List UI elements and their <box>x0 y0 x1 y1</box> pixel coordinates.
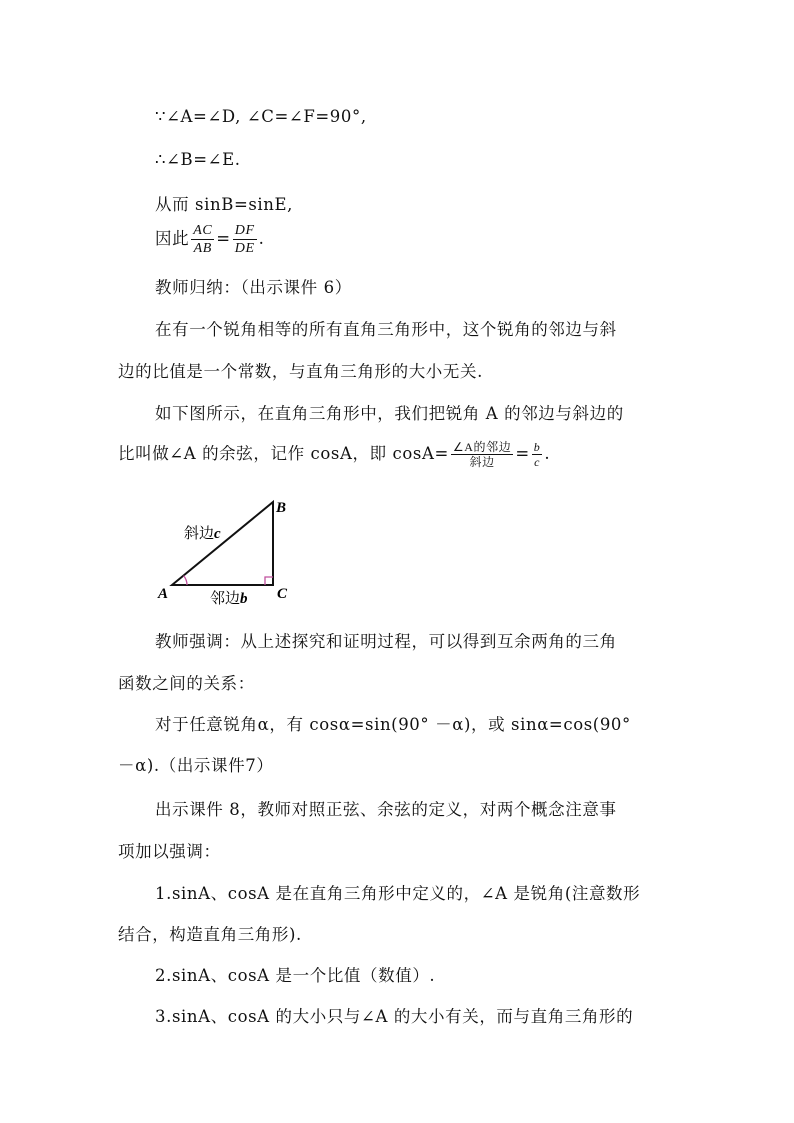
right-triangle-figure <box>150 490 310 614</box>
hypotenuse-var: c <box>214 526 221 542</box>
equation-prefix: 因此 <box>155 229 190 248</box>
text-line: 对于任意锐角α，有 cosα=sin(90° －α)，或 sinα=cos(90° <box>155 715 631 734</box>
fraction-numerator: b <box>533 440 541 454</box>
fraction-denominator: DE <box>234 241 255 256</box>
text-line: 2.sinA、cosA 是一个比值（数值）. <box>155 966 436 985</box>
text-line: 3.sinA、cosA 的大小只与∠A 的大小有关，而与直角三角形的 <box>155 1007 634 1026</box>
fraction <box>451 440 513 469</box>
text-line: 在有一个锐角相等的所有直角三角形中，这个锐角的邻边与斜 <box>155 320 617 339</box>
hypotenuse-label <box>184 525 221 542</box>
text-line: 函数之间的关系： <box>118 674 255 693</box>
text-line: 1.sinA、cosA 是在直角三角形中定义的，∠A 是锐角(注意数形 <box>155 884 641 903</box>
vertex-label-b: B <box>276 500 287 516</box>
text-line: ∴∠B=∠E. <box>155 150 241 169</box>
fraction <box>233 222 257 257</box>
text-line: 出示课件 8，教师对照正弦、余弦的定义，对两个概念注意事 <box>155 800 617 819</box>
equals-sign: = <box>216 229 231 248</box>
fraction-numerator: ∠A的邻边 <box>452 440 512 454</box>
text-line: 如下图所示，在直角三角形中，我们把锐角 A 的邻边与斜边的 <box>155 404 624 423</box>
fraction-denominator: 斜边 <box>469 455 495 469</box>
text-line: －α).（出示课件7） <box>118 756 274 775</box>
fraction-denominator: AB <box>193 241 212 256</box>
right-angle-mark <box>265 577 273 585</box>
equation-line <box>155 222 264 257</box>
fraction-denominator: c <box>534 455 541 469</box>
angle-arc-mark <box>184 576 187 585</box>
text-line: 教师强调：从上述探究和证明过程，可以得到互余两角的三角 <box>155 632 617 651</box>
text-line: 从而 sinB=sinE, <box>155 195 294 214</box>
equation-suffix: . <box>544 444 551 463</box>
equation-suffix: . <box>258 229 265 248</box>
text-line: 教师归纳：（出示课件 6） <box>155 278 352 297</box>
equals-sign: = <box>515 444 530 463</box>
triangle-shape <box>172 502 273 585</box>
equation-line <box>118 440 550 469</box>
fraction <box>191 222 214 257</box>
triangle-diagram <box>150 490 310 610</box>
vertex-label-a: A <box>158 586 169 602</box>
adjacent-text: 邻边 <box>210 591 241 607</box>
equation-prefix: 比叫做∠A 的余弦，记作 cosA，即 cosA= <box>118 444 449 463</box>
vertex-label-c: C <box>277 586 288 602</box>
hypotenuse-text: 斜边 <box>184 526 215 542</box>
fraction-numerator: DF <box>234 223 255 238</box>
text-line: 边的比值是一个常数，与直角三角形的大小无关. <box>118 362 483 381</box>
fraction <box>532 440 543 469</box>
text-line: ∵∠A=∠D, ∠C=∠F=90°, <box>155 107 367 126</box>
text-line: 结合，构造直角三角形). <box>118 925 302 944</box>
text-line: 项加以强调： <box>118 842 221 861</box>
fraction-numerator: AC <box>193 223 213 238</box>
adjacent-label <box>210 590 248 607</box>
adjacent-var: b <box>240 591 248 607</box>
